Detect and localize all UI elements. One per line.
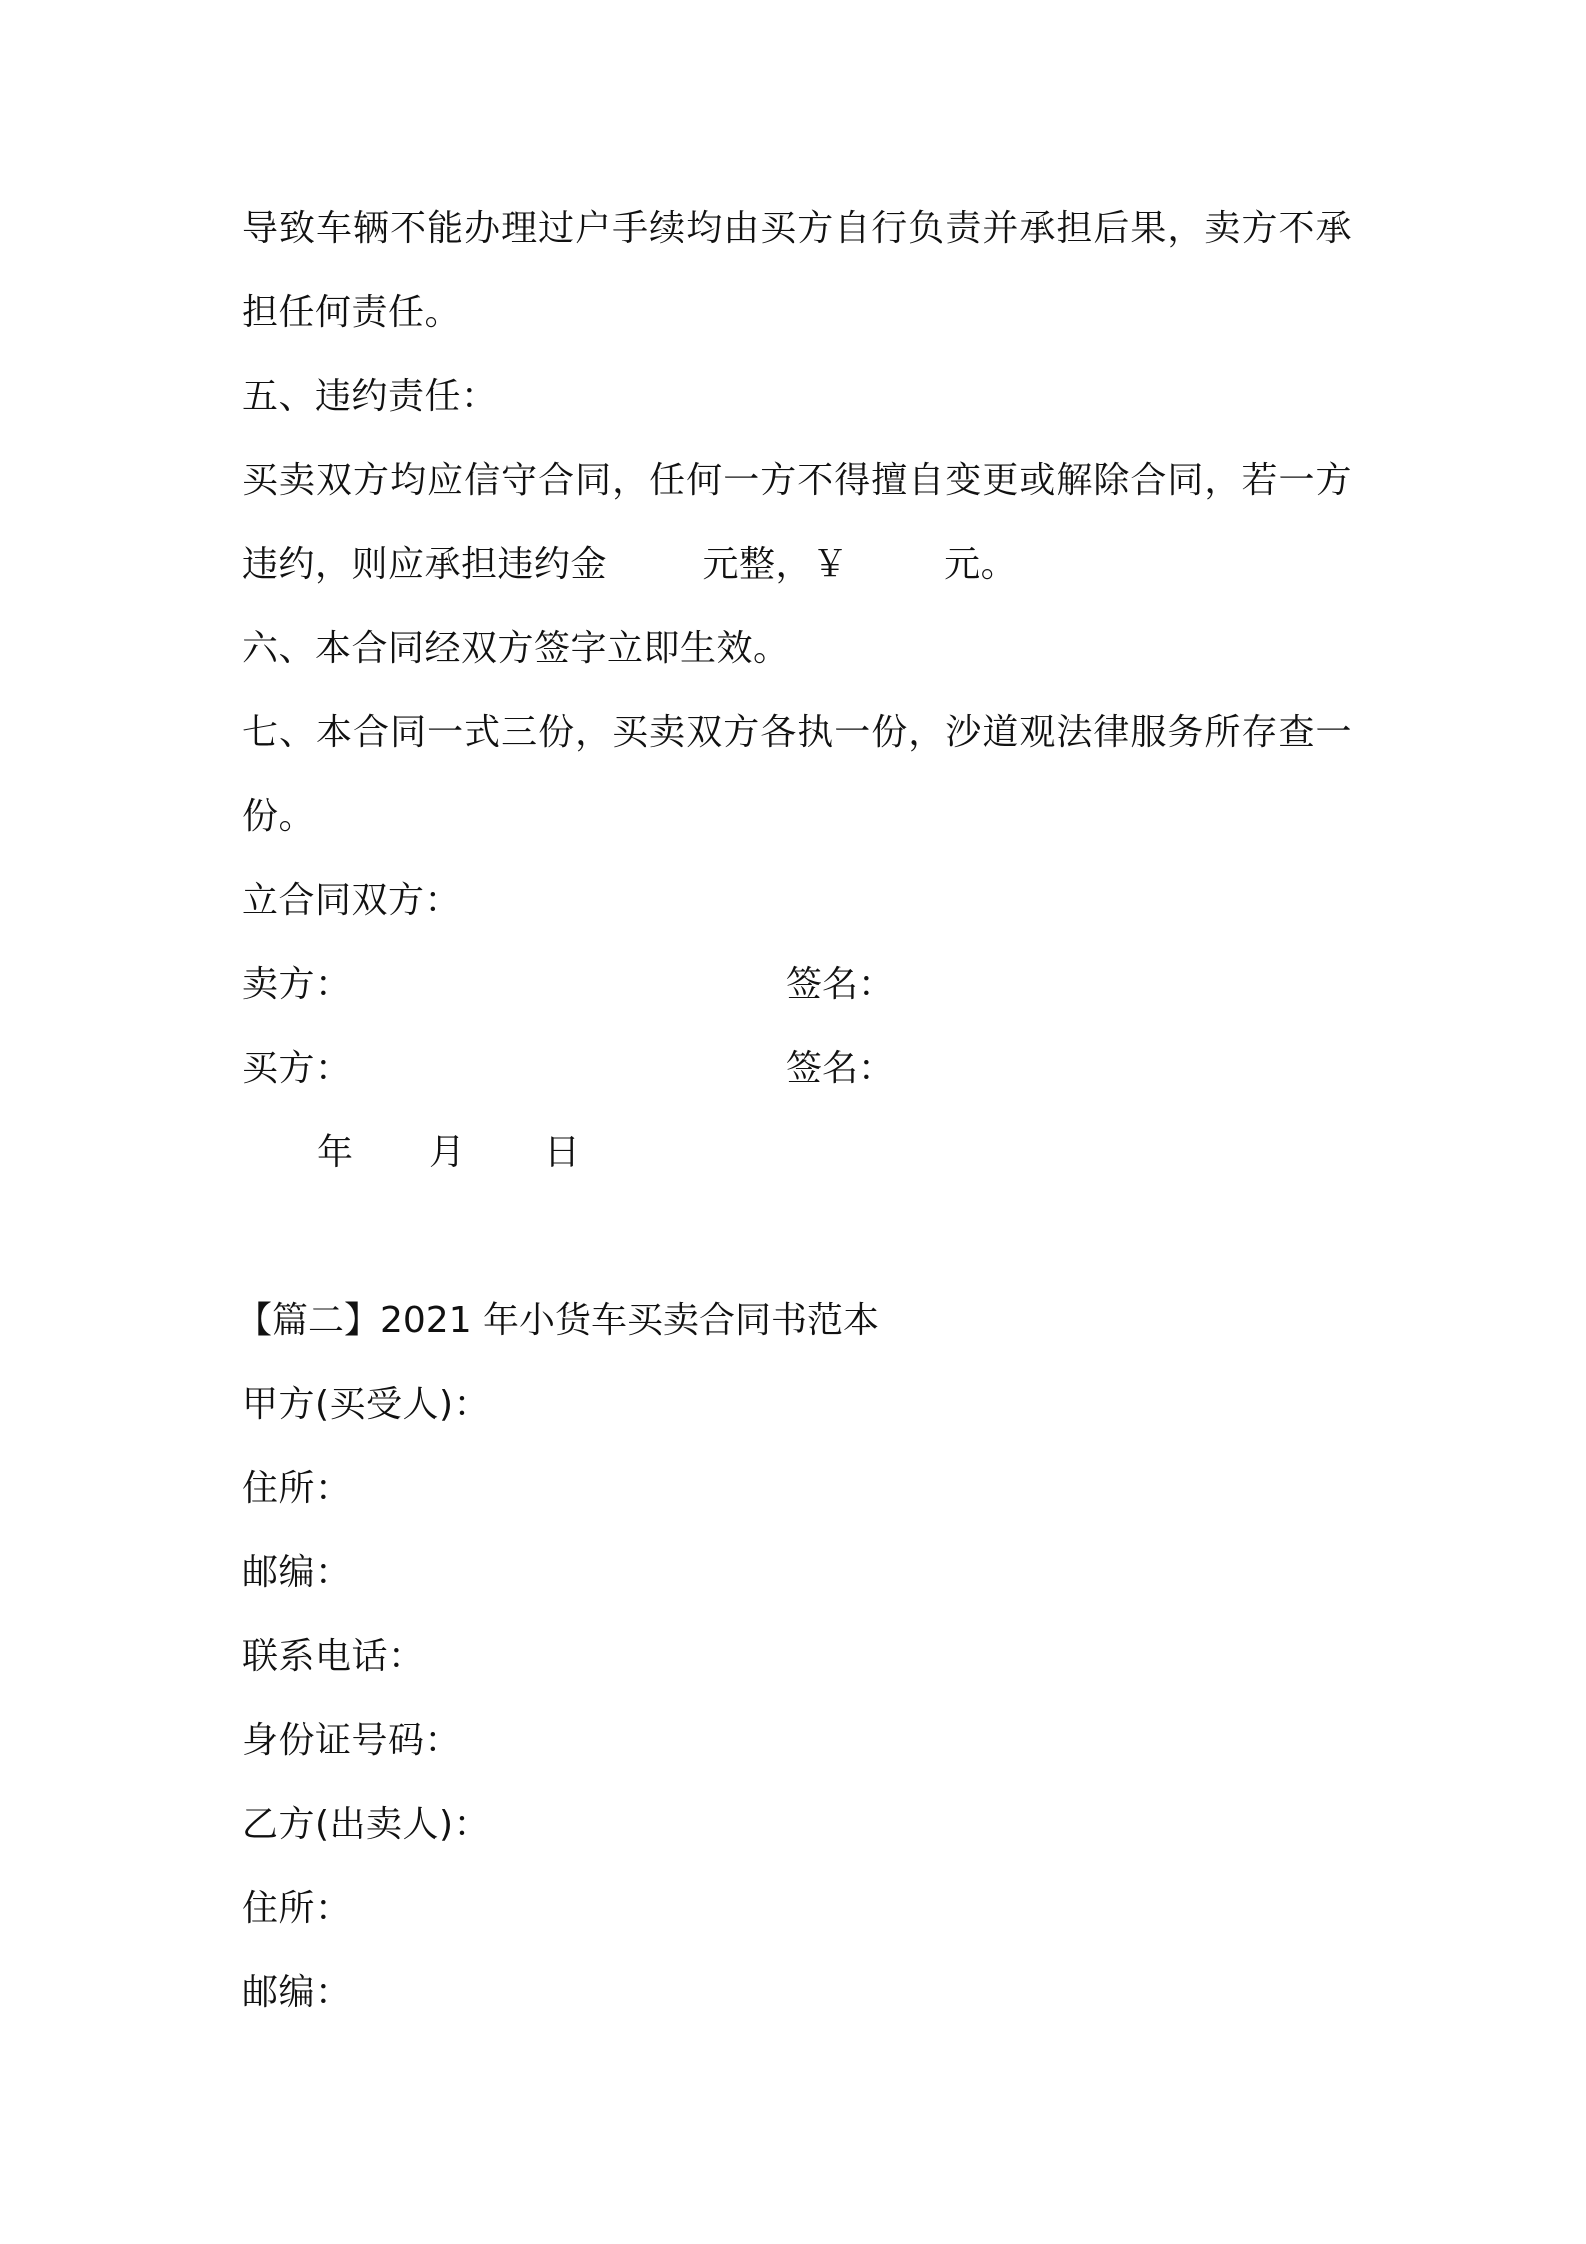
section-heading-breach: 五、违约责任： xyxy=(242,376,498,417)
party-a-phone-label: 联系电话： xyxy=(242,1636,425,1677)
date-month-label: 月 xyxy=(429,1132,466,1173)
party-a-address-label: 住所： xyxy=(242,1468,352,1509)
seller-label: 卖方： xyxy=(242,964,352,1005)
date-year-label: 年 xyxy=(317,1132,354,1173)
buyer-label: 买方： xyxy=(242,1048,352,1089)
party-a-id-label: 身份证号码： xyxy=(242,1720,462,1761)
buyer-signature-label: 签名： xyxy=(786,1048,895,1089)
paragraph-line-transfer-liability: 导致车辆不能办理过户手续均由买方自行负责并承担后果，卖方不承 xyxy=(242,208,1352,249)
paragraph-line-no-responsibility: 担任何责任。 xyxy=(242,292,462,333)
party-a-label: 甲方(买受人)： xyxy=(242,1384,491,1425)
signing-parties-heading: 立合同双方： xyxy=(242,880,462,921)
clause-effective: 六、本合同经双方签字立即生效。 xyxy=(242,628,790,669)
party-b-address-label: 住所： xyxy=(242,1888,352,1929)
date-day-label: 日 xyxy=(544,1132,581,1173)
party-a-postcode-label: 邮编： xyxy=(242,1552,352,1593)
section-title: 【篇二】2021 年小货车买卖合同书范本 xyxy=(236,1300,880,1341)
paragraph-line-penalty: 违约，则应承担违约金 元整，￥ 元。 xyxy=(242,544,1018,585)
paragraph-line-contract-obligation: 买卖双方均应信守合同，任何一方不得擅自变更或解除合同，若一方 xyxy=(242,460,1352,501)
clause-copies-end: 份。 xyxy=(242,796,316,837)
seller-signature-label: 签名： xyxy=(786,964,895,1005)
clause-copies: 七、本合同一式三份，买卖双方各执一份，沙道观法律服务所存查一 xyxy=(242,712,1352,753)
party-b-postcode-label: 邮编： xyxy=(242,1972,352,2013)
party-b-label: 乙方(出卖人)： xyxy=(242,1804,491,1845)
